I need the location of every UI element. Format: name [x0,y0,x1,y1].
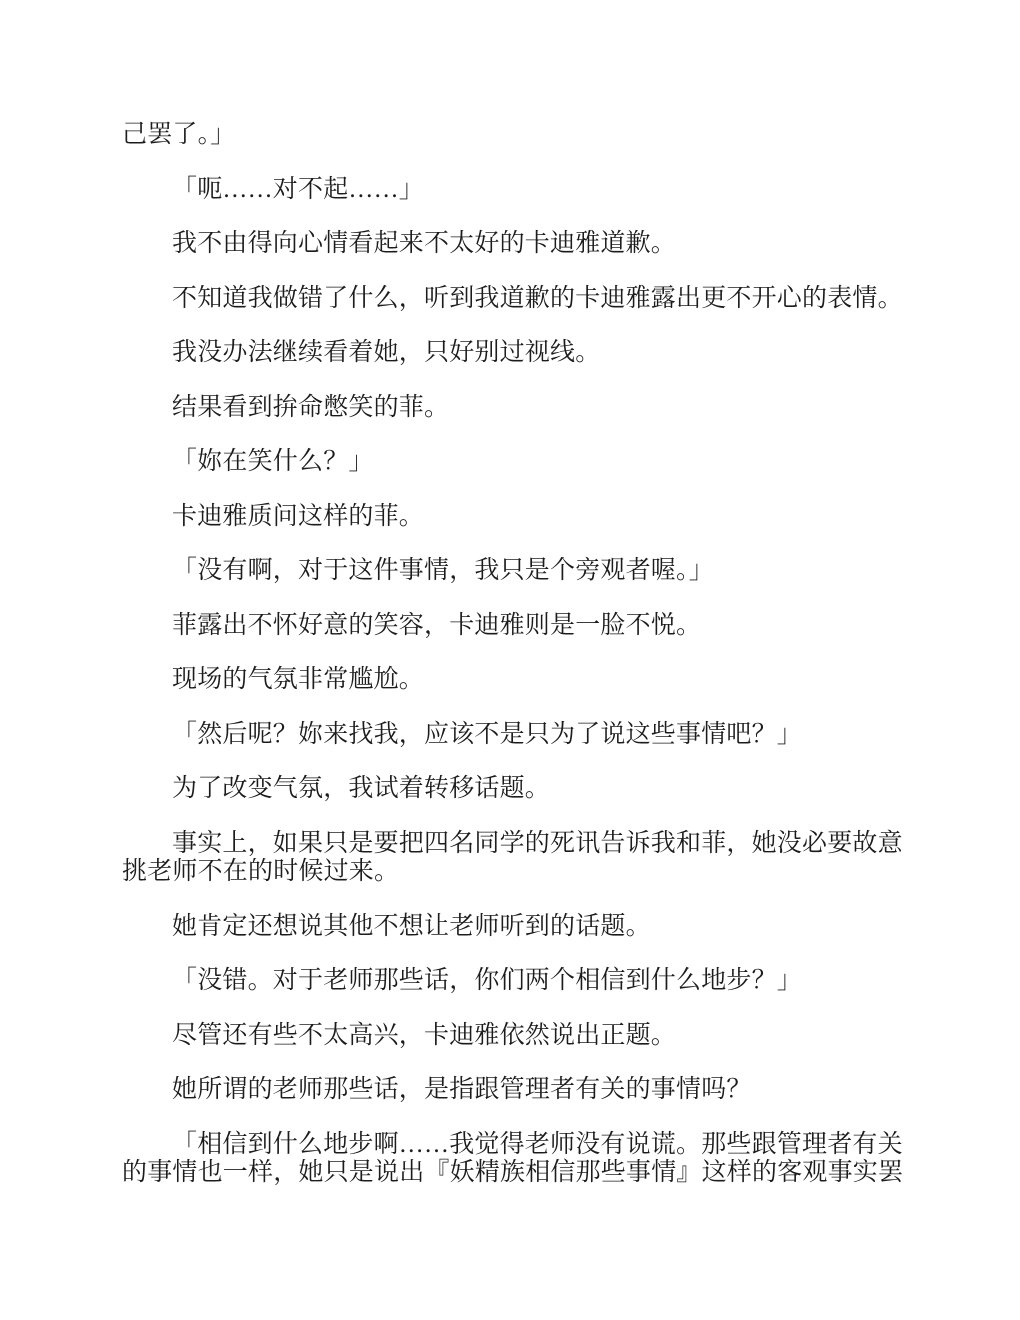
paragraph: 卡迪雅质问这样的菲。 [172,502,425,530]
paragraph: 「没有啊，对于这件事情，我只是个旁观者喔。」 [172,557,714,584]
text-column [122,121,904,1188]
paragraph: 我不由得向心情看起来不太好的卡迪雅道歉。 [172,230,677,257]
paragraph: 「没错。对于老师那些话，你们两个相信到什么地步？」 [172,967,803,994]
paragraph: 不知道我做错了什么，听到我道歉的卡迪雅露出更不开心的表情。 [172,284,903,312]
paragraph: 我没办法继续看着她，只好别过视线。 [172,339,601,366]
paragraph: 「相信到什么地步啊……我觉得老师没有说谎。那些跟管理者有关的事情也一样，她只是说出『妖精族相信那些事情』这样的客观事实罢 [122,1130,904,1186]
paragraph: 「呃……对不起……」 [172,175,425,203]
paragraph: 她肯定还想说其他不想让老师听到的话题。 [172,912,651,940]
paragraph: 「妳在笑什么？」 [172,448,374,475]
paragraph: 她所谓的老师那些话，是指跟管理者有关的事情吗？ [172,1076,752,1103]
paragraph: 结果看到拚命憋笑的菲。 [172,393,450,421]
paragraph: 事实上，如果只是要把四名同学的死讯告诉我和菲，她没必要故意挑老师不在的时候过来。 [122,829,903,885]
paragraph: 己罢了。」 [122,121,236,148]
paragraph: 现场的气氛非常尴尬。 [172,666,425,693]
paragraph: 「然后呢？妳来找我，应该不是只为了说这些事情吧？」 [172,720,803,748]
paragraph: 尽管还有些不太高兴，卡迪雅依然说出正题。 [172,1021,677,1049]
paragraph: 菲露出不怀好意的笑容，卡迪雅则是一脸不悦。 [172,611,702,639]
paragraph: 为了改变气氛，我试着转移话题。 [172,775,551,802]
